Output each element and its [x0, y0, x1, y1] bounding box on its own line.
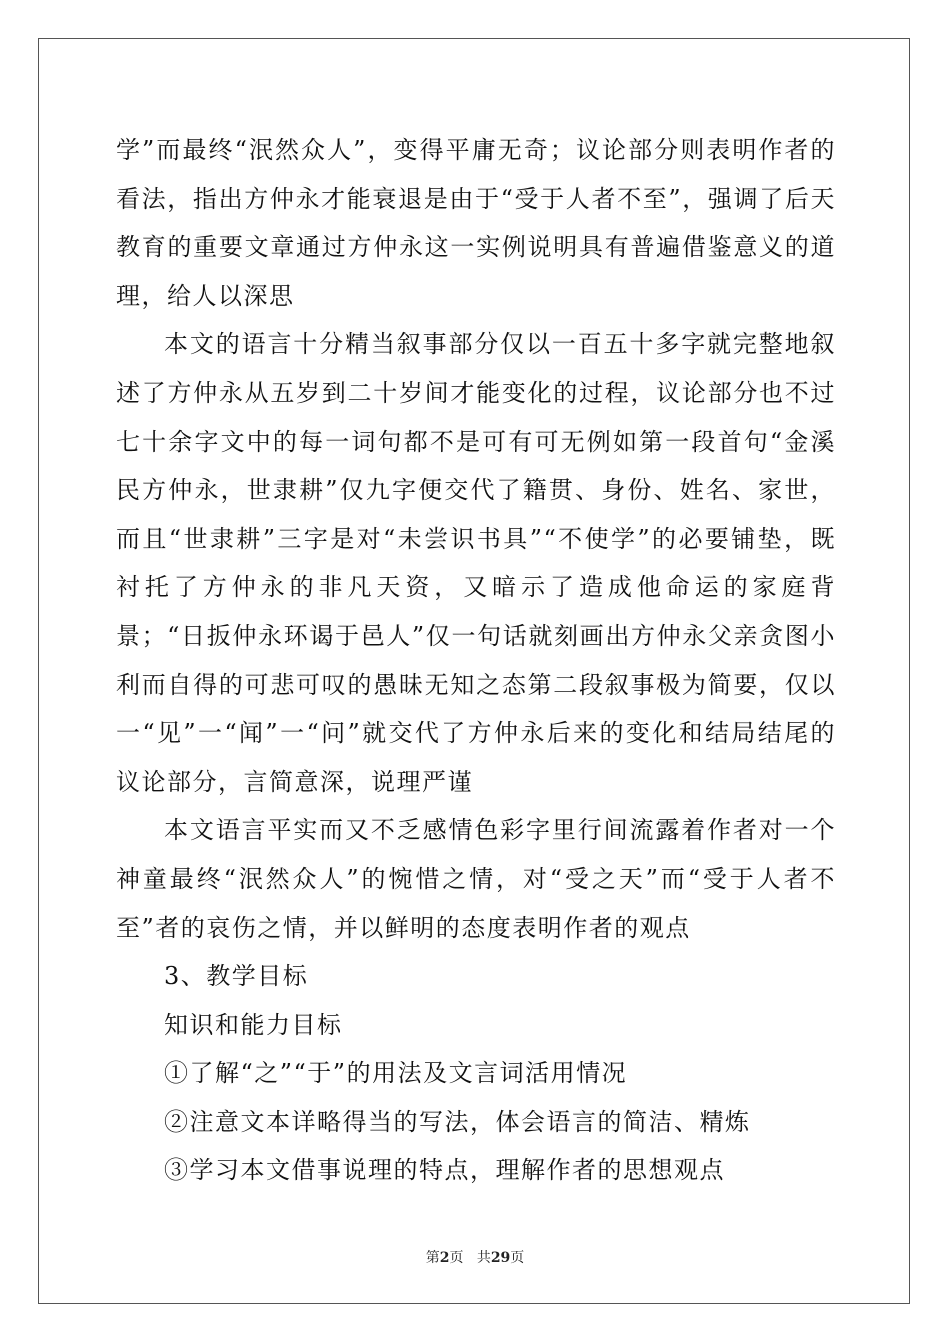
page-prefix: 第	[425, 1250, 440, 1266]
objective-item: ②注意文本详略得当的写法，体会语言的简洁、精炼	[164, 1107, 751, 1136]
page-current: 2	[439, 1250, 450, 1266]
page-total: 29	[490, 1250, 511, 1266]
paragraph-language-emotion: 本文语言平实而又不乏感情色彩字里行间流露着作者对一个神童最终“泯然众人”的惋惜之情，对“受之天”而“受于人者不至”者的哀伤之情，并以鲜明的态度表明作者的观点	[116, 816, 836, 942]
document-body	[116, 126, 836, 1195]
page-footer	[0, 1247, 950, 1267]
subheading: 知识和能力目标	[164, 1010, 343, 1039]
page-suffix: 页	[449, 1250, 464, 1266]
paragraph-continuation: 学”而最终“泯然众人”，变得平庸无奇；议论部分则表明作者的看法，指出方仲永才能衰退是由于“受于人者不至”，强调了后天教育的重要文章通过方仲永这一实例说明具有普遍借鉴意义的道理，给人以深思	[116, 136, 836, 310]
objective-item: ③学习本文借事说理的特点，理解作者的思想观点	[164, 1156, 725, 1185]
total-prefix: 共	[476, 1250, 491, 1266]
paragraph-language-analysis: 本文的语言十分精当叙事部分仅以一百五十多字就完整地叙述了方仲永从五岁到二十岁间才能变化的过程，议论部分也不过七十余字文中的每一词句都不是可有可无例如第一段首句“金溪民方仲永，世隶耕”仅九字便交代了籍贯、身份、姓名、家世，而且“世隶耕”三字是对“未尝识书具”“不使学”的必要铺垫，既衬托了方仲永的非凡天资，又暗示了造成他命运的家庭背景；“日扳仲永环谒于邑人”仅一句话就刻画出方仲永父亲贪图小利而自得的可悲可叹的愚昧无知之态第二段叙事极为简要，仅以一“见”一“闻”一“问”就交代了方仲永后来的变化和结局结尾的议论部分，言简意深，说理严谨	[116, 330, 836, 796]
objective-item: ①了解“之”“于”的用法及文言词活用情况	[164, 1059, 628, 1088]
section-heading: 3、教学目标	[164, 962, 309, 991]
total-suffix: 页	[510, 1250, 525, 1266]
